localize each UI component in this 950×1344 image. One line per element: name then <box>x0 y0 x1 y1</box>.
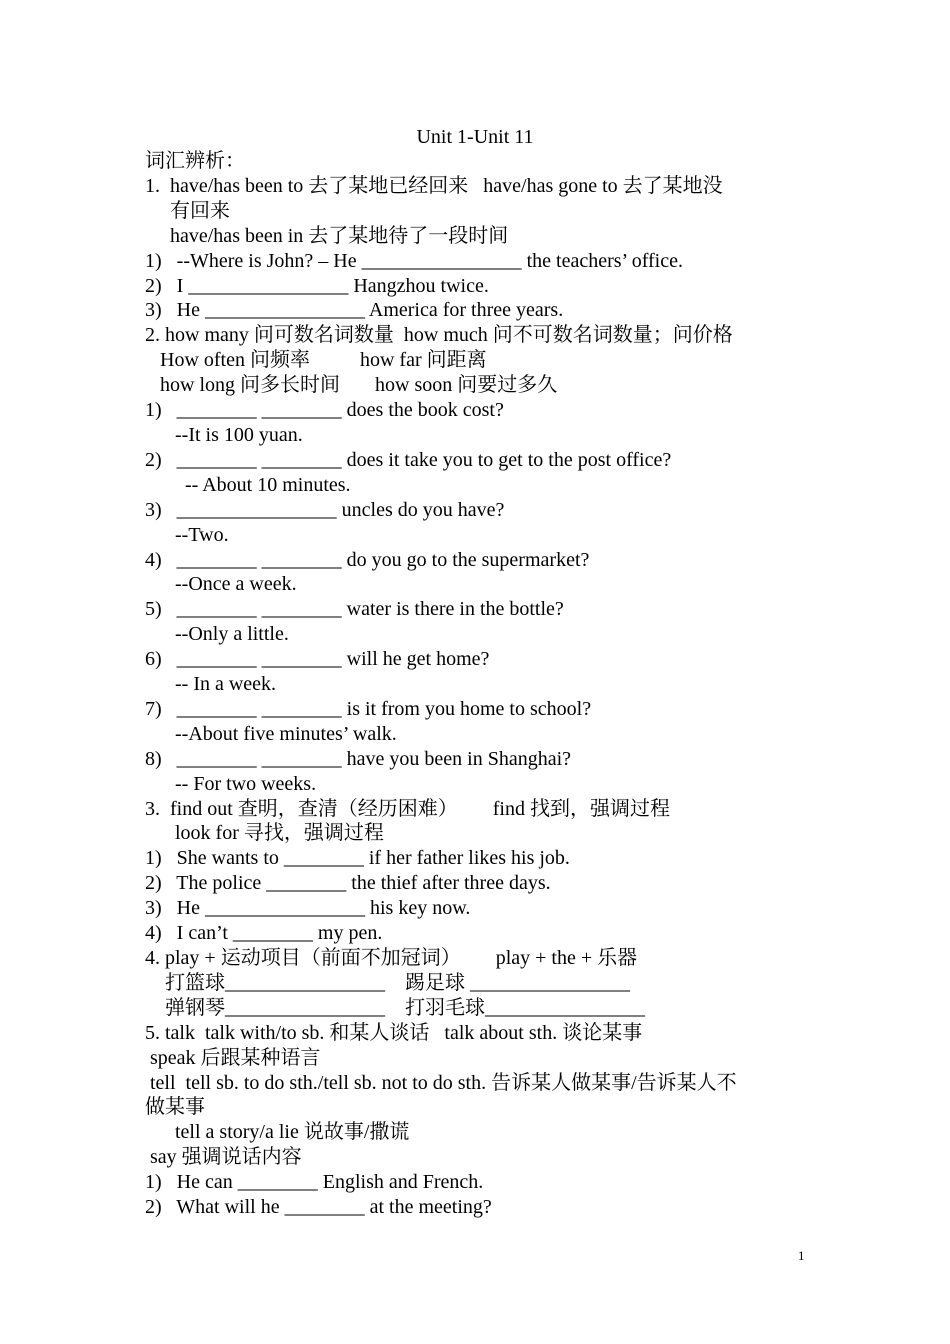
answer-line: -- In a week. <box>145 673 277 696</box>
vocab-item-5-note: speak 后跟某种语言 <box>145 1046 321 1069</box>
exercise-line: 3) He ________________ America for three years. <box>145 299 564 322</box>
exercise-line: 2) What will he ________ at the meeting? <box>145 1196 492 1219</box>
vocab-item-5-note: tell tell sb. to do sth./tell sb. not to do sth. 告诉某人做某事/告诉某人不 <box>145 1071 737 1094</box>
exercise-line: 2) ________ ________ does it take you to get to the post office? <box>145 448 672 471</box>
exercise-line: 3) He ________________ his key now. <box>145 897 471 920</box>
vocab-item-1: 1. have/has been to 去了某地已经回来 have/has gone to 去了某地没 <box>145 174 723 197</box>
exercise-line: 1) --Where is John? – He ________________ the teachers’ office. <box>145 249 683 272</box>
exercise-line: 4) I can’t ________ my pen. <box>145 922 383 945</box>
exercise-line: 8) ________ ________ have you been in Shanghai? <box>145 747 572 770</box>
vocab-item-1-note: have/has been in 去了某地待了一段时间 <box>145 224 509 247</box>
vocab-item-4: 4. play + 运动项目（前面不加冠词） play + the + 乐器 <box>145 947 638 969</box>
section-heading: 词汇辨析： <box>145 150 245 172</box>
answer-line: -- For two weeks. <box>145 772 317 795</box>
page-title: Unit 1-Unit 11 <box>416 126 534 148</box>
vocab-item-5-note: tell a story/a lie 说故事/撒谎 <box>145 1121 410 1144</box>
exercise-line: 打篮球________________ 踢足球 ________________ <box>145 971 630 994</box>
answer-line: --Only a little. <box>145 623 289 646</box>
exercise-line: 6) ________ ________ will he get home? <box>145 648 490 671</box>
vocab-item-5-note-continued: 做某事 <box>145 1096 205 1119</box>
vocab-item-2: 2. how many 问可数名词数量 how much 问不可数名词数量；问价格 <box>145 324 733 347</box>
answer-line: --Two. <box>145 523 229 546</box>
exercise-line: 3) ________________ uncles do you have? <box>145 498 505 521</box>
answer-line: -- About 10 minutes. <box>145 473 351 496</box>
vocab-item-2-note: How often 问频率 how far 问距离 <box>145 349 487 372</box>
answer-line: --About five minutes’ walk. <box>145 722 397 745</box>
exercise-line: 1) He can ________ English and French. <box>145 1171 484 1194</box>
vocab-item-1-continued: 有回来 <box>145 199 230 222</box>
exercise-line: 1) ________ ________ does the book cost? <box>145 399 504 422</box>
vocab-item-3-note: look for 寻找，强调过程 <box>145 822 384 845</box>
exercise-line: 4) ________ ________ do you go to the supermarket? <box>145 548 590 571</box>
exercise-line: 2) The police ________ the thief after three days. <box>145 872 551 895</box>
document-body <box>145 149 815 1220</box>
exercise-line: 5) ________ ________ water is there in the bottle? <box>145 598 564 621</box>
vocab-item-2-note: how long 问多长时间 how soon 问要过多久 <box>145 374 558 397</box>
exercise-line: 弹钢琴________________ 打羽毛球________________ <box>145 996 645 1019</box>
vocab-item-5-note: say 强调说话内容 <box>145 1146 302 1169</box>
vocab-item-3: 3. find out 查明，查清（经历困难） find 找到，强调过程 <box>145 797 670 820</box>
answer-line: --Once a week. <box>145 573 297 596</box>
page-number: 1 <box>798 1248 805 1263</box>
exercise-line: 2) I ________________ Hangzhou twice. <box>145 274 489 297</box>
exercise-line: 7) ________ ________ is it from you home to school? <box>145 697 592 720</box>
answer-line: --It is 100 yuan. <box>145 423 303 446</box>
vocab-item-5: 5. talk talk with/to sb. 和某人谈话 talk about sth. 谈论某事 <box>145 1021 643 1044</box>
exercise-line: 1) She wants to ________ if her father likes his job. <box>145 847 570 870</box>
